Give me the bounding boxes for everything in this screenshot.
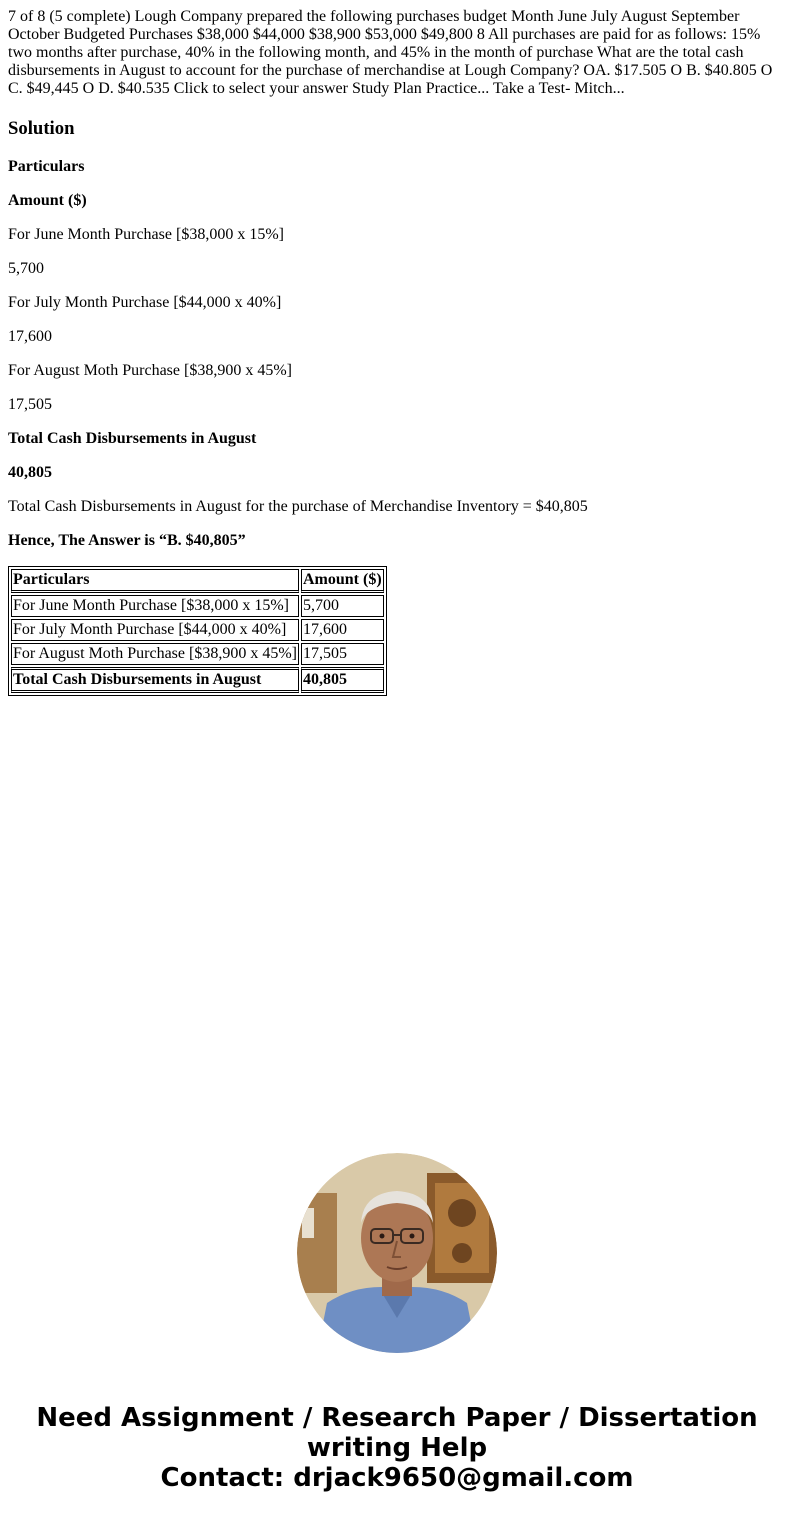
contact-banner [0,1403,794,1493]
banner-line-1: Need Assignment / Research Paper / Dissertation [36,1403,758,1433]
total-label: Total Cash Disbursements in August [8,430,257,447]
banner-contact-line: Contact: drjack9650@gmail.com [160,1463,634,1493]
table-cell: 5,700 [301,595,384,617]
banner-line-2: writing Help [306,1433,488,1463]
table-cell: For August Moth Purchase [$38,900 x 45%] [11,643,299,665]
august-value: 17,505 [8,396,52,413]
table-cell: For July Month Purchase [$44,000 x 40%] [11,619,299,641]
table-total-cell: Total Cash Disbursements in August [11,667,299,693]
table-row [11,643,384,665]
author-avatar [297,1153,497,1353]
table-row [11,619,384,641]
summary-text: Total Cash Disbursements in August for the purchase of Merchandise Inventory = $40,805 [8,498,588,515]
main-content [8,8,786,696]
question-text: 7 of 8 (5 complete) Lough Company prepared the following purchases budget Month June July August September October Budgeted Purchases $38,000 $44,000 $38,900 $53,000 $49,800 8 All purchases are paid for as follows: 15% two months after purchase, 40% in the following month, and 45% in the month of purchase What are the total cash disbursements in August to account for the purchase of merchandise at Lough Company? OA. $17.505 O B. $40.805 O C. $49,445 O D. $40.535 Click to select your answer Study Plan Practice... Take a Test- Mitch... [8,8,773,97]
august-label: For August Moth Purchase [$38,900 x 45%] [8,362,292,379]
table-cell: 17,600 [301,619,384,641]
table-header-row [11,569,384,593]
table-total-cell: 40,805 [301,667,384,693]
table-header-cell: Particulars [11,569,299,593]
total-value: 40,805 [8,464,52,481]
table-cell: For June Month Purchase [$38,000 x 15%] [11,595,299,617]
amount-heading: Amount ($) [8,192,87,209]
solution-heading: Solution [8,118,75,139]
june-value: 5,700 [8,260,44,277]
table-cell: 17,505 [301,643,384,665]
author-photo [297,1153,497,1353]
table-row [11,595,384,617]
june-label: For June Month Purchase [$38,000 x 15%] [8,226,284,243]
calculation-table [8,566,387,696]
particulars-heading: Particulars [8,158,85,175]
table-total-row [11,667,384,693]
table-header-cell: Amount ($) [301,569,384,593]
answer-text: Hence, The Answer is “B. $40,805” [8,532,246,549]
july-value: 17,600 [8,328,52,345]
july-label: For July Month Purchase [$44,000 x 40%] [8,294,282,311]
